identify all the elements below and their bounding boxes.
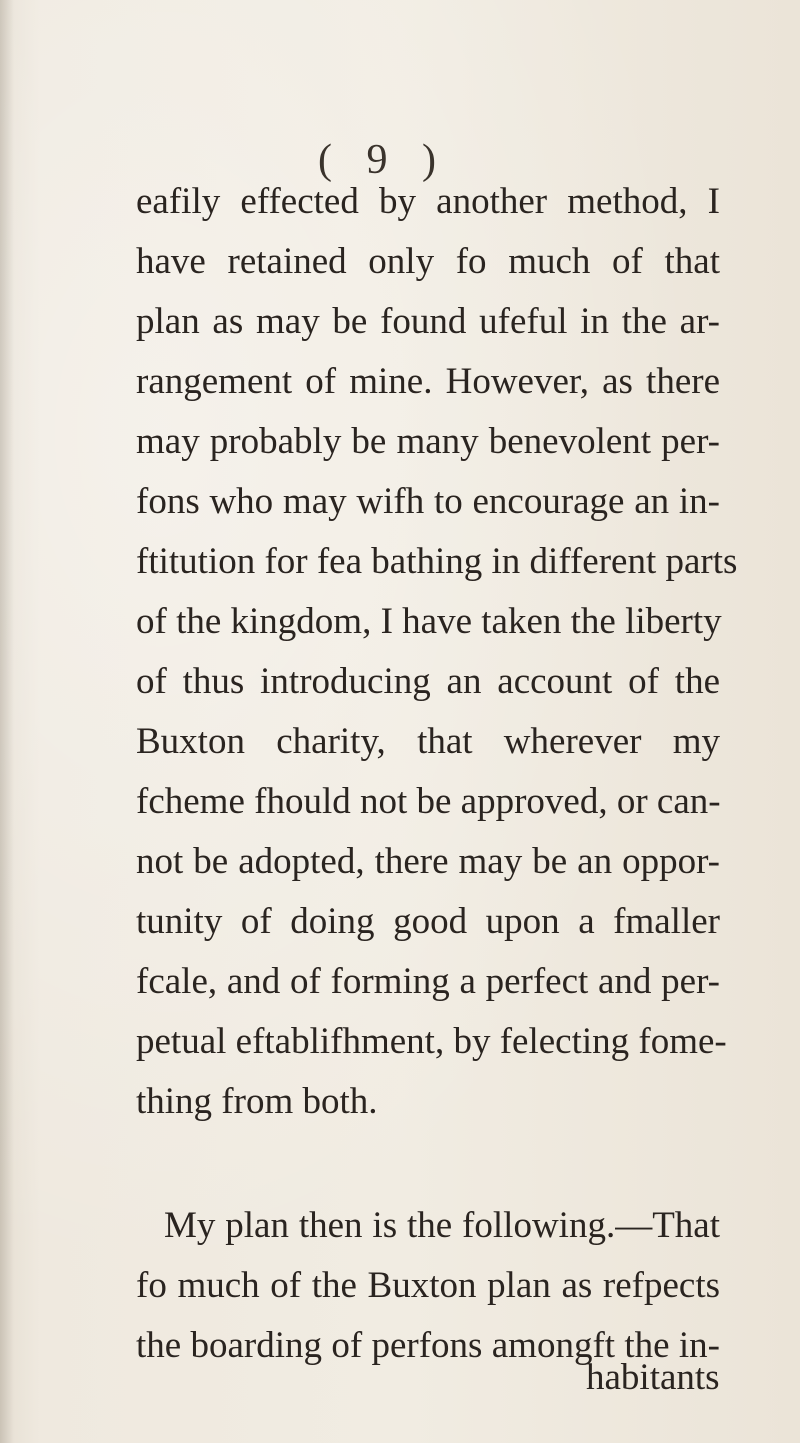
text-line: fcale, and of forming a perfect and per- bbox=[136, 961, 720, 1002]
text-line: rangement of mine. However, as there bbox=[136, 361, 720, 402]
text-line: Buxton charity, that wherever my bbox=[136, 721, 720, 762]
text-line: fons who may wifh to encourage an in- bbox=[136, 481, 720, 522]
text-line: fo much of the Buxton plan as refpects bbox=[136, 1265, 720, 1306]
body-text bbox=[136, 172, 738, 1376]
catchword: habitants bbox=[586, 1357, 720, 1398]
text-line: thing from both. bbox=[136, 1081, 378, 1122]
text-line: the boarding of perfons amongft the in- bbox=[136, 1325, 720, 1366]
text-line: ftitution for fea bathing in different parts bbox=[136, 541, 738, 582]
text-line: of thus introducing an account of the bbox=[136, 661, 720, 702]
text-line: may probably be many benevolent per- bbox=[136, 421, 720, 462]
text-line: eafily effected by another method, I bbox=[136, 181, 720, 222]
text-line: My plan then is the following.—That bbox=[164, 1205, 720, 1246]
text-line: petual eftablifhment, by felecting fome- bbox=[136, 1021, 727, 1062]
paragraph-1 bbox=[136, 172, 738, 1132]
text-line: not be adopted, there may be an oppor- bbox=[136, 841, 720, 882]
text-line: of the kingdom, I have taken the liberty bbox=[136, 601, 722, 642]
page-number: ( 9 ) bbox=[318, 137, 448, 183]
text-line: fcheme fhould not be approved, or can- bbox=[136, 781, 721, 822]
text-line: plan as may be found ufeful in the ar- bbox=[136, 301, 720, 342]
paragraph-gap bbox=[136, 1132, 720, 1196]
page-gutter-shadow bbox=[0, 0, 14, 1443]
text-line: tunity of doing good upon a fmaller bbox=[136, 901, 720, 942]
text-line: have retained only fo much of that bbox=[136, 241, 720, 282]
